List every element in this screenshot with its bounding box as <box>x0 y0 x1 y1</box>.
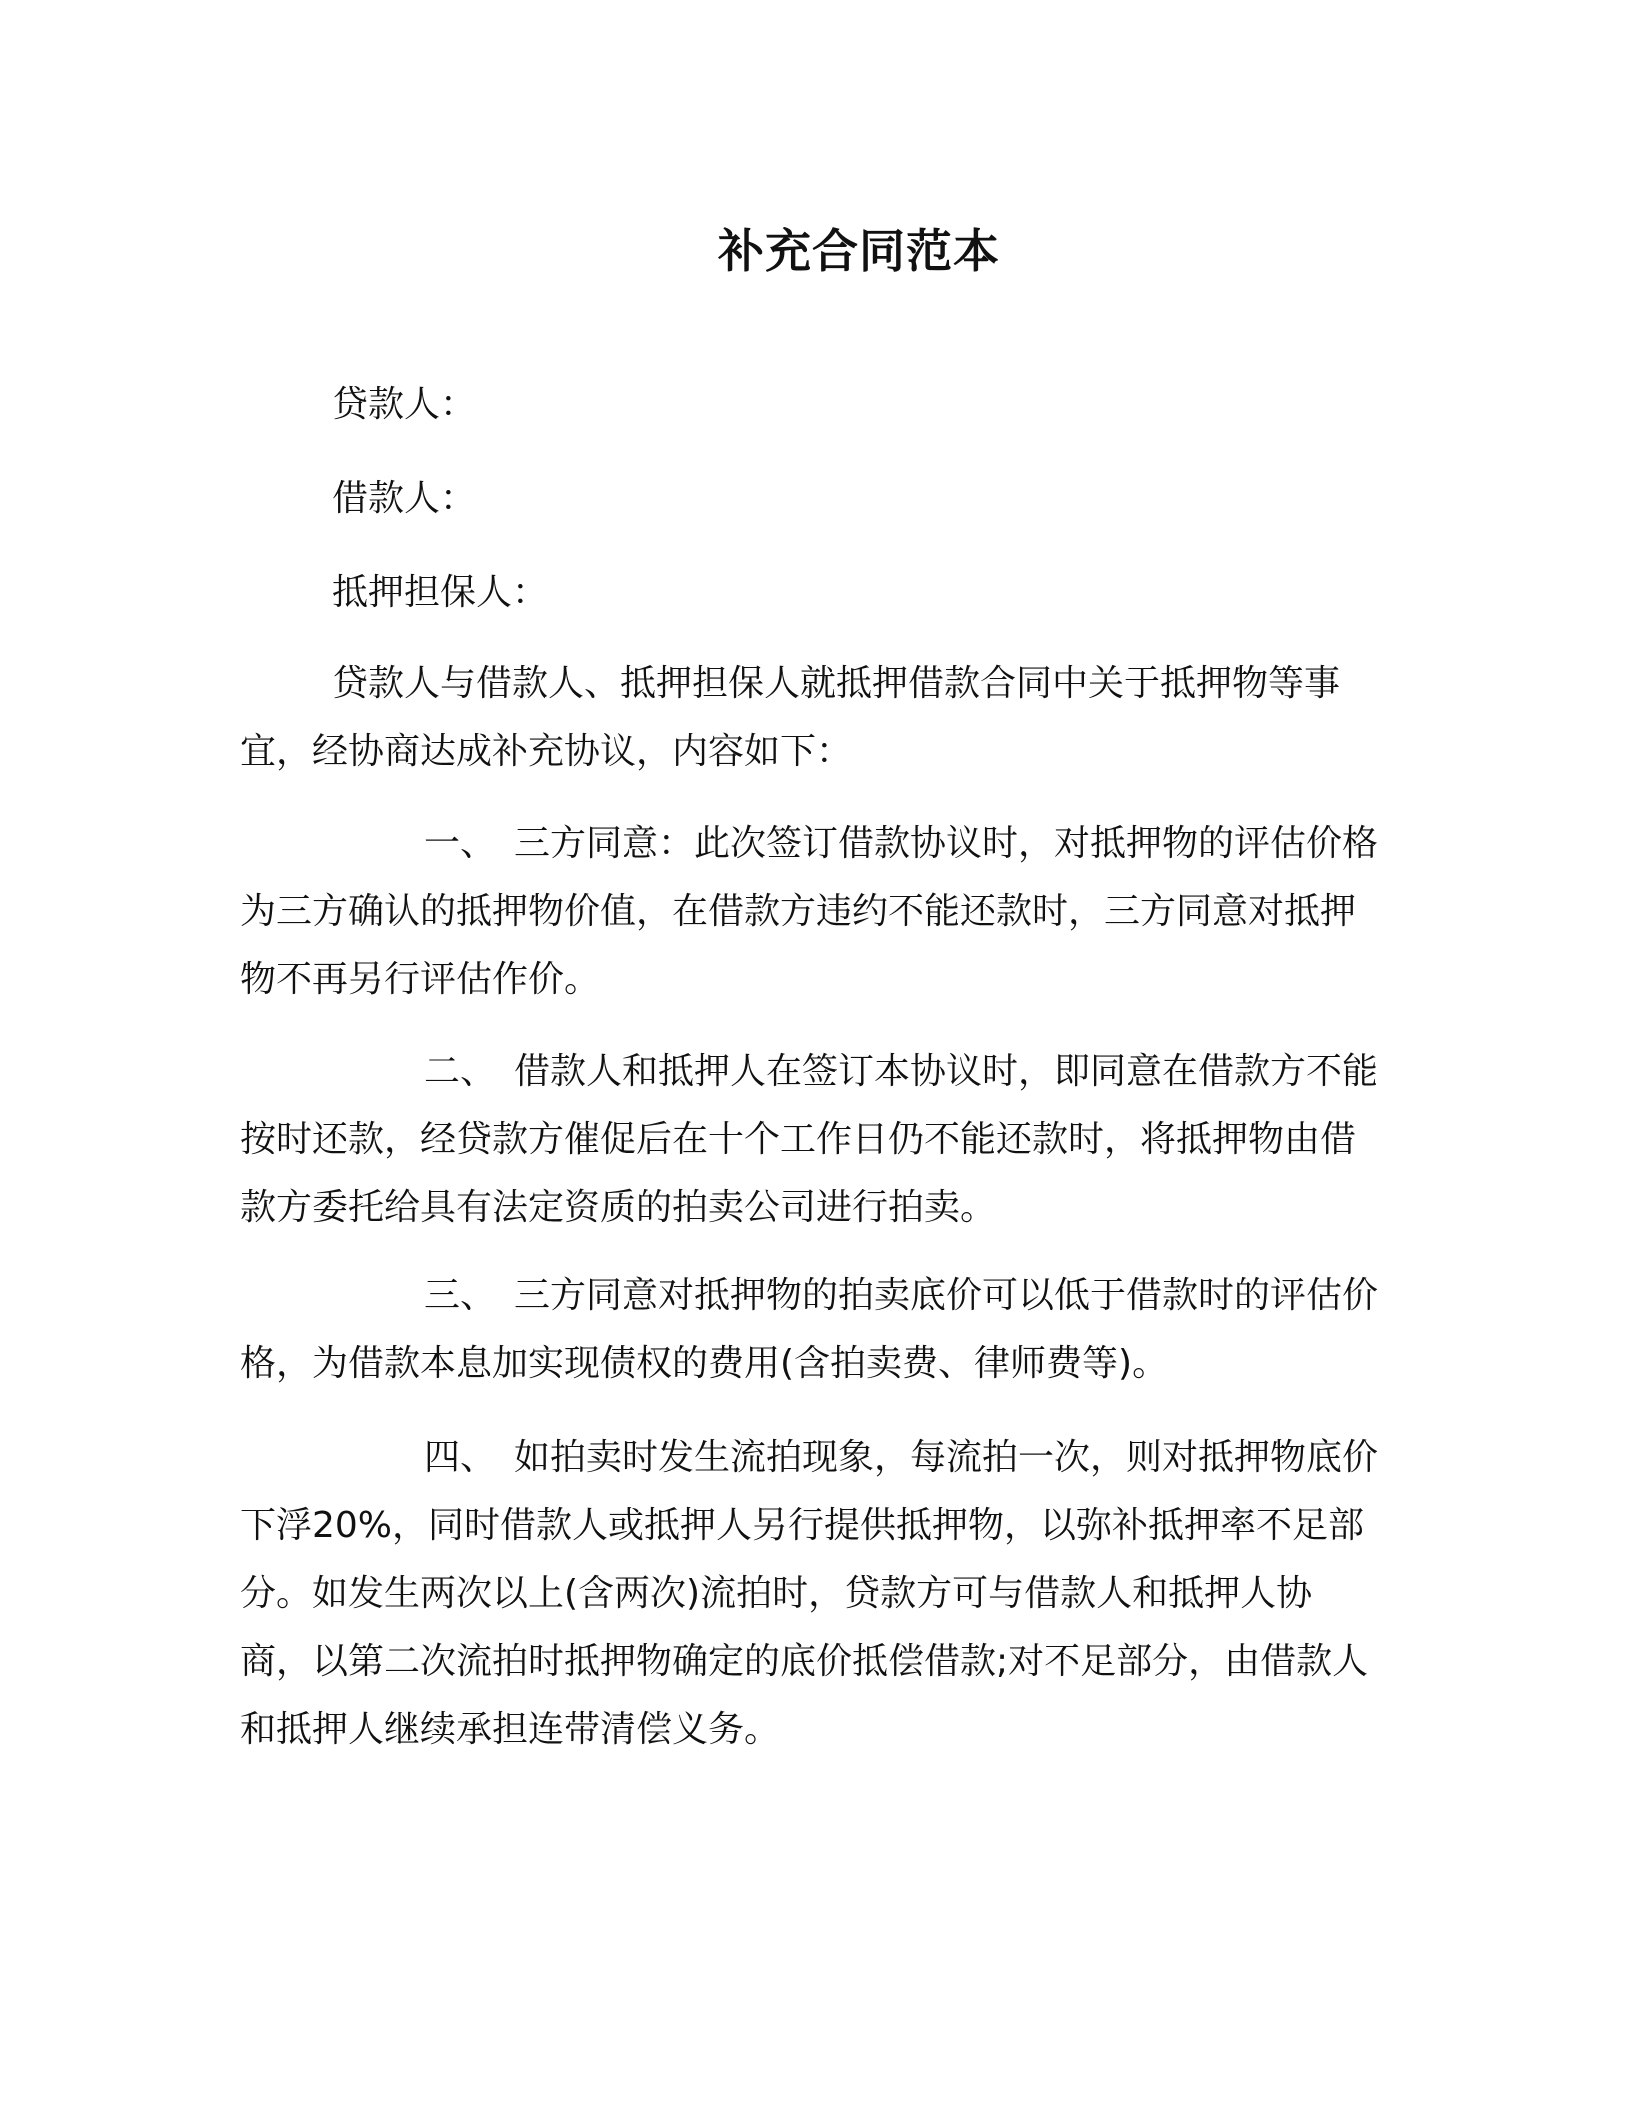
clause-4 <box>240 1424 1380 1764</box>
clause-1-text: 三方同意：此次签订借款协议时，对抵押物的评估价格为三方确认的抵押物价值，在借款方违约不能还款时，三方同意对抵押物不再另行评估作价。 <box>240 823 1379 1000</box>
borrower-label: 借款人： <box>332 478 477 519</box>
clause-1-number: 一、 <box>424 823 497 864</box>
clause-3 <box>240 1262 1380 1398</box>
clause-1 <box>240 810 1380 1014</box>
clause-2 <box>240 1038 1380 1242</box>
clause-4-text: 如拍卖时发生流拍现象，每流拍一次，则对抵押物底价下浮20%，同时借款人或抵押人另行提供抵押物，以弥补抵押率不足部分。如发生两次以上(含两次)流拍时，贷款方可与借款人和抵押人协商，以第二次流拍时抵押物确定的底价抵偿借款;对不足部分，由借款人和抵押人继续承担连带清偿义务。 <box>240 1437 1379 1750</box>
clause-2-number: 二、 <box>424 1051 497 1092</box>
clause-4-number: 四、 <box>424 1437 497 1478</box>
document-title: 补充合同范本 <box>718 224 1000 278</box>
clause-3-number: 三、 <box>424 1275 497 1316</box>
clause-2-text: 借款人和抵押人在签订本协议时，即同意在借款方不能按时还款，经贷款方催促后在十个工作日仍不能还款时，将抵押物由借款方委托给具有法定资质的拍卖公司进行拍卖。 <box>240 1051 1379 1228</box>
guarantor-label: 抵押担保人： <box>332 572 549 613</box>
clause-3-text: 三方同意对抵押物的拍卖底价可以低于借款时的评估价格，为借款本息加实现债权的费用(含拍卖费、律师费等)。 <box>240 1275 1379 1384</box>
intro-paragraph: 贷款人与借款人、抵押担保人就抵押借款合同中关于抵押物等事宜，经协商达成补充协议，内容如下： <box>240 663 1341 772</box>
lender-label: 贷款人： <box>332 384 477 425</box>
